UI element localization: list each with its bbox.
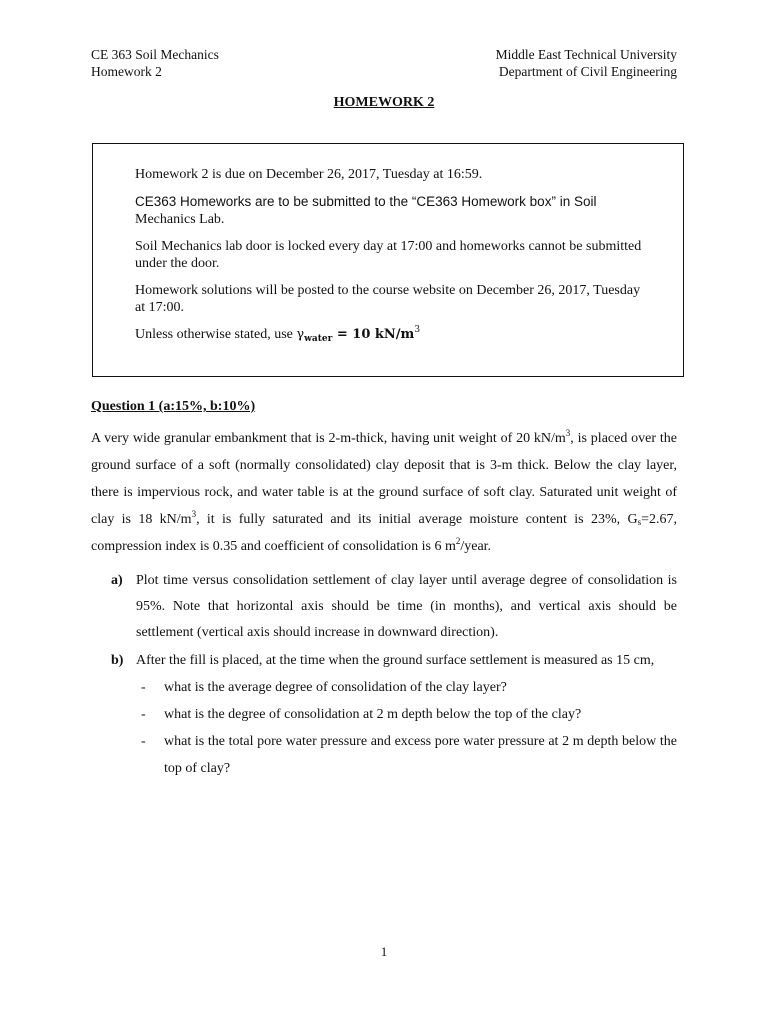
- gamma-symbol: γ: [296, 327, 305, 342]
- unit-weight-text: [135, 326, 643, 348]
- course-name: CE 363 Soil Mechanics: [91, 47, 219, 62]
- gamma-exponent: 3: [414, 325, 421, 335]
- part-b-label: b): [111, 653, 124, 668]
- department-name: Department of Civil Engineering: [498, 64, 677, 79]
- list-item: [91, 728, 677, 782]
- unless-text: Unless otherwise stated, use: [135, 327, 297, 342]
- gs-subscript: s: [637, 517, 642, 527]
- due-date-text: Homework 2 is due on December 26, 2017, Tuesday at 16:59.: [135, 167, 483, 182]
- unit-exponent-1: 3: [565, 428, 571, 438]
- question-1-text-part5: /year.: [460, 539, 492, 554]
- gamma-value: = 10 kN/m: [332, 327, 415, 342]
- question-1-text-part3: , it is fully saturated and its initial average moisture content is 23%, G: [196, 512, 638, 527]
- question-1-heading: Question 1 (a:15%, b:10%): [91, 399, 256, 414]
- list-item: [91, 701, 677, 728]
- question-1-text: [91, 425, 677, 560]
- dash-bullet: -: [141, 707, 146, 722]
- question-1-text-part2: , is placed over the ground surface of a soft (normally consolidated) clay deposit that is 3-m thick. Below the clay layer, there is impervious rock, and water table is at the ground surface of soft clay. Saturated unit weight of clay is 18 kN/m: [91, 431, 677, 527]
- part-a: [91, 568, 677, 646]
- list-item: [91, 674, 677, 701]
- solutions-text: Homework solutions will be posted to the course website on December 26, 2017, Tuesday at 17:00.: [135, 283, 641, 315]
- subquestion-text: what is the total pore water pressure and excess pore water pressure at 2 m depth below the top of clay?: [164, 734, 677, 776]
- part-b: [91, 648, 677, 674]
- unit-exponent-2: 3: [191, 509, 197, 519]
- part-b-subquestions: [91, 674, 677, 782]
- dash-bullet: -: [141, 734, 146, 749]
- subquestion-text: what is the degree of consolidation at 2 m depth below the top of the clay?: [164, 707, 582, 722]
- question-parts: [91, 568, 677, 782]
- part-a-label: a): [111, 573, 123, 588]
- dash-bullet: -: [141, 680, 146, 695]
- part-a-text: Plot time versus consolidation settlement of clay layer until average degree of consolidation is 95%. Note that horizontal axis should be time (in months), and vertical axis should be settlement (vertical axis should increase in downward direction).: [136, 573, 677, 640]
- gamma-water-formula: [296, 327, 420, 342]
- page-number: 1: [380, 944, 388, 959]
- university-name: Middle East Technical University: [495, 47, 677, 62]
- header-right: [496, 46, 677, 80]
- question-1-text-part1: A very wide granular embankment that is 2-m-thick, having unit weight of 20 kN/m: [91, 431, 566, 446]
- subquestion-text: what is the average degree of consolidation of the clay layer?: [164, 680, 507, 695]
- page-title: HOMEWORK 2: [333, 95, 435, 110]
- gamma-subscript: water: [304, 334, 333, 344]
- submission-text-line2: Mechanics Lab.: [135, 212, 225, 227]
- question-1-text-part4: =2.67, compression index is 0.35 and coefficient of consolidation is 6 m: [91, 512, 677, 554]
- header-left: [91, 46, 219, 80]
- homework-label: Homework 2: [91, 64, 162, 79]
- unit-exponent-3: 2: [455, 536, 461, 546]
- door-text: Soil Mechanics lab door is locked every day at 17:00 and homeworks cannot be submitted under the door.: [135, 239, 642, 271]
- submission-text: [135, 193, 643, 228]
- submission-text-line1: CE363 Homeworks are to be submitted to the “CE363 Homework box” in Soil: [135, 194, 597, 209]
- part-b-text: After the fill is placed, at the time when the ground surface settlement is measured as 15 cm,: [136, 653, 655, 668]
- notice-box: [92, 143, 684, 377]
